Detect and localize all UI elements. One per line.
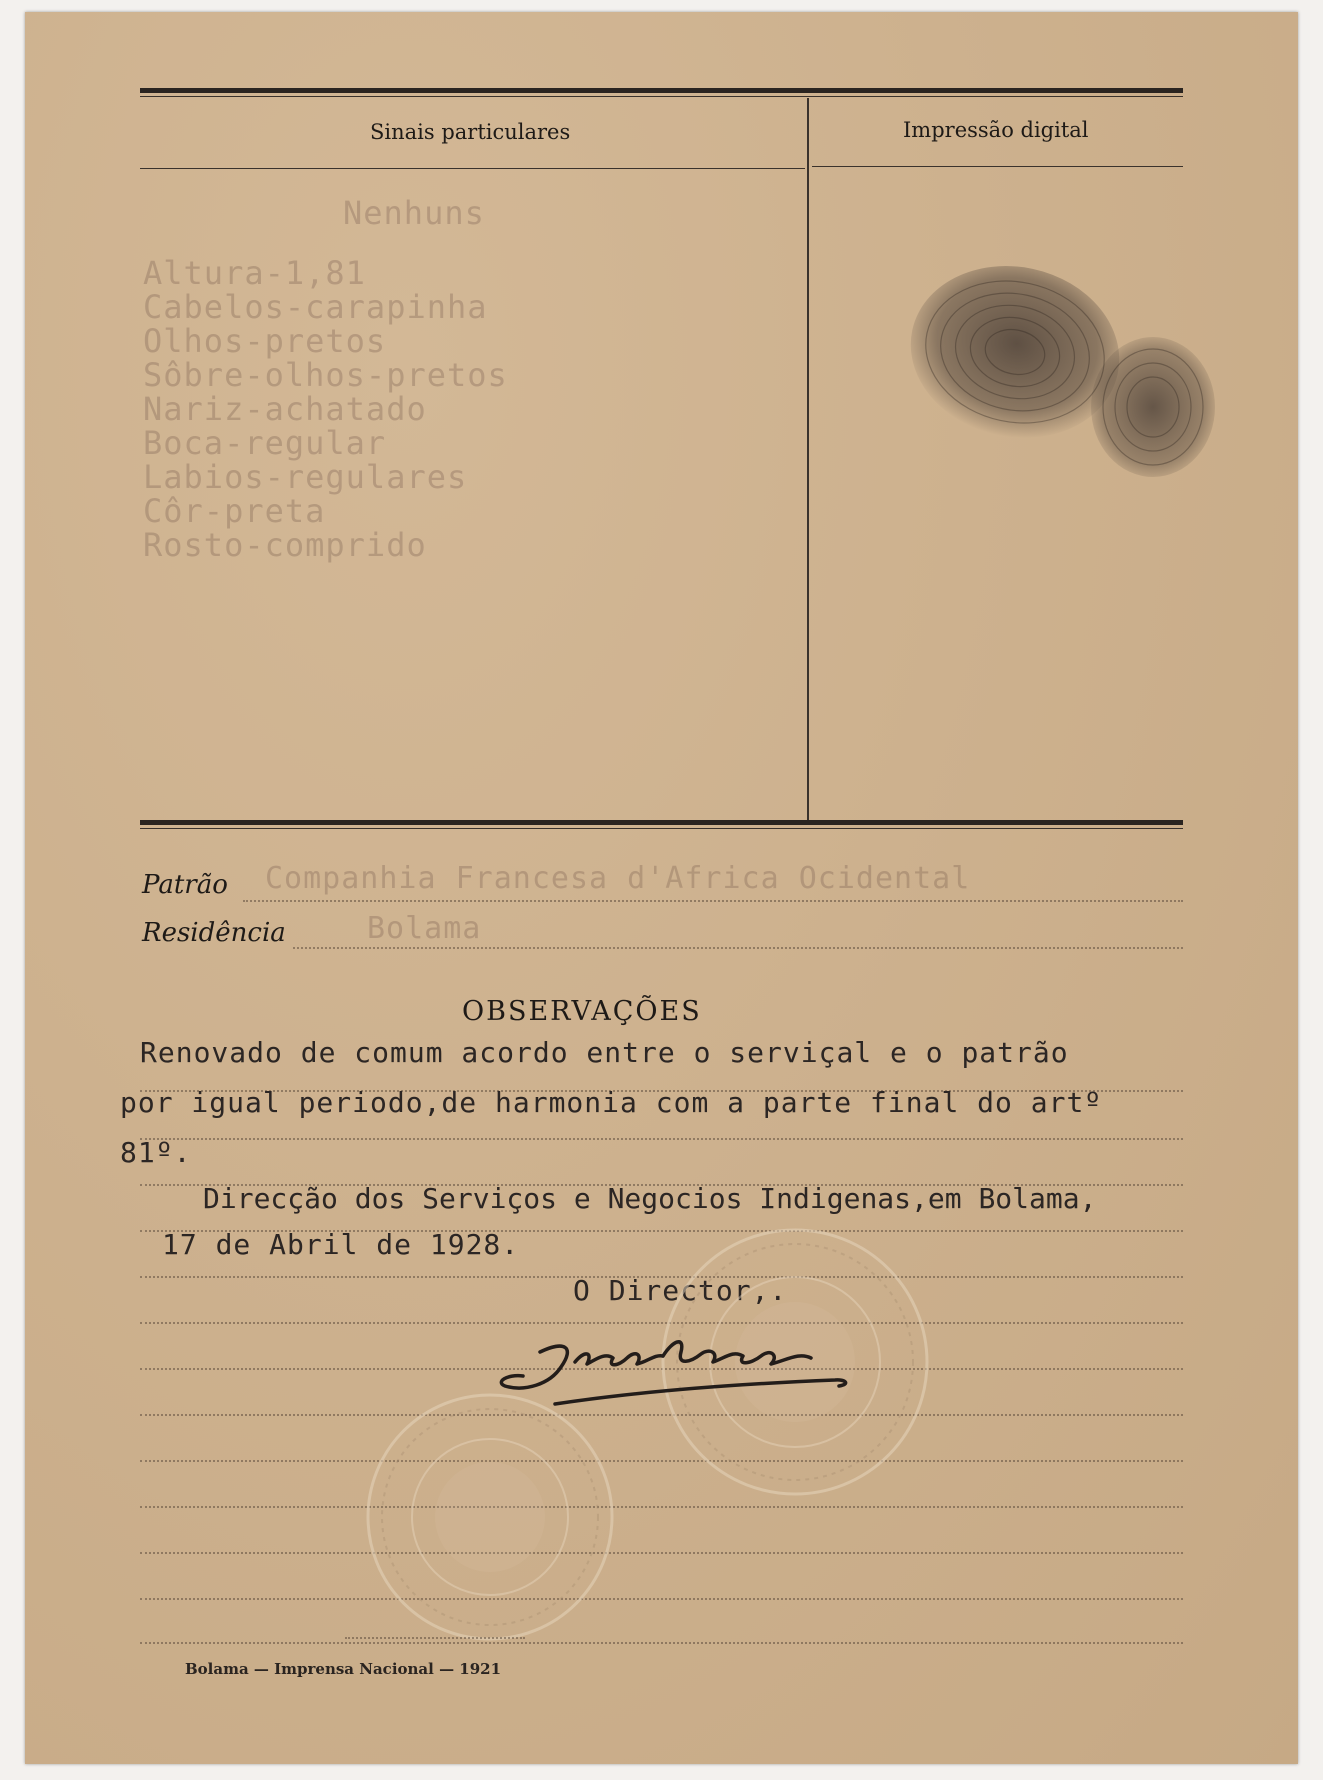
fingerprint-image [905, 257, 1235, 487]
sinais-line: Côr-preta [143, 492, 326, 530]
director-signoff: O Director,. [573, 1274, 788, 1307]
sinais-line: Cabelos-carapinha [143, 288, 488, 326]
patrao-dotted-line [243, 900, 1183, 902]
sinais-line: Boca-regular [143, 424, 387, 462]
ruled-line [140, 1506, 1183, 1508]
sinais-line: Nariz-achatado [143, 390, 427, 428]
observacoes-line-4: Direcção dos Serviços e Negocios Indigenas,em Bolama, [203, 1182, 1097, 1215]
column-divider [807, 98, 809, 820]
footer-dotted-line [345, 1637, 525, 1639]
patrao-label: Patrão [142, 870, 228, 900]
residencia-value: Bolama [367, 911, 482, 946]
impressao-digital-heading: Impressão digital [903, 118, 1089, 142]
printer-imprint: Bolama — Imprensa Nacional — 1921 [185, 1660, 502, 1678]
sinais-line: Olhos-pretos [143, 322, 387, 360]
observacoes-line-1: Renovado de comum acordo entre o serviçal e o patrão [140, 1036, 1069, 1069]
top-rule [140, 88, 1183, 93]
residencia-label: Residência [142, 918, 286, 948]
director-signature [495, 1322, 895, 1412]
observacoes-date: 17 de Abril de 1928. [162, 1228, 520, 1261]
bottom-rule-thin [140, 828, 1183, 829]
ruled-line [140, 1552, 1183, 1554]
observacoes-heading: OBSERVAÇÕES [462, 996, 702, 1027]
ruled-line [140, 1598, 1183, 1600]
embossed-seal-left [360, 1387, 620, 1647]
sinais-nenhuns: Nenhuns [343, 194, 485, 232]
bottom-rule [140, 820, 1183, 825]
top-rule-thin [140, 96, 1183, 97]
header-rule-right [812, 166, 1183, 167]
patrao-value: Companhia Francesa d'Africa Ocidental [265, 861, 971, 896]
ruled-line [140, 1138, 1183, 1140]
sinais-line: Labios-regulares [143, 458, 468, 496]
document-sheet [25, 12, 1298, 1764]
sinais-line: Rosto-comprido [143, 526, 427, 564]
residencia-dotted-line [293, 947, 1183, 949]
observacoes-line-3: 81º. [120, 1136, 192, 1169]
sinais-particulares-heading: Sinais particulares [370, 120, 571, 144]
ruled-line [140, 1642, 1183, 1644]
sinais-list [143, 256, 508, 562]
sinais-line: Altura-1,81 [143, 254, 366, 292]
observacoes-line-2: por igual periodo,de harmonia com a parte final do artº [120, 1086, 1103, 1119]
header-rule-left [140, 168, 805, 169]
sinais-line: Sôbre-olhos-pretos [143, 356, 508, 394]
